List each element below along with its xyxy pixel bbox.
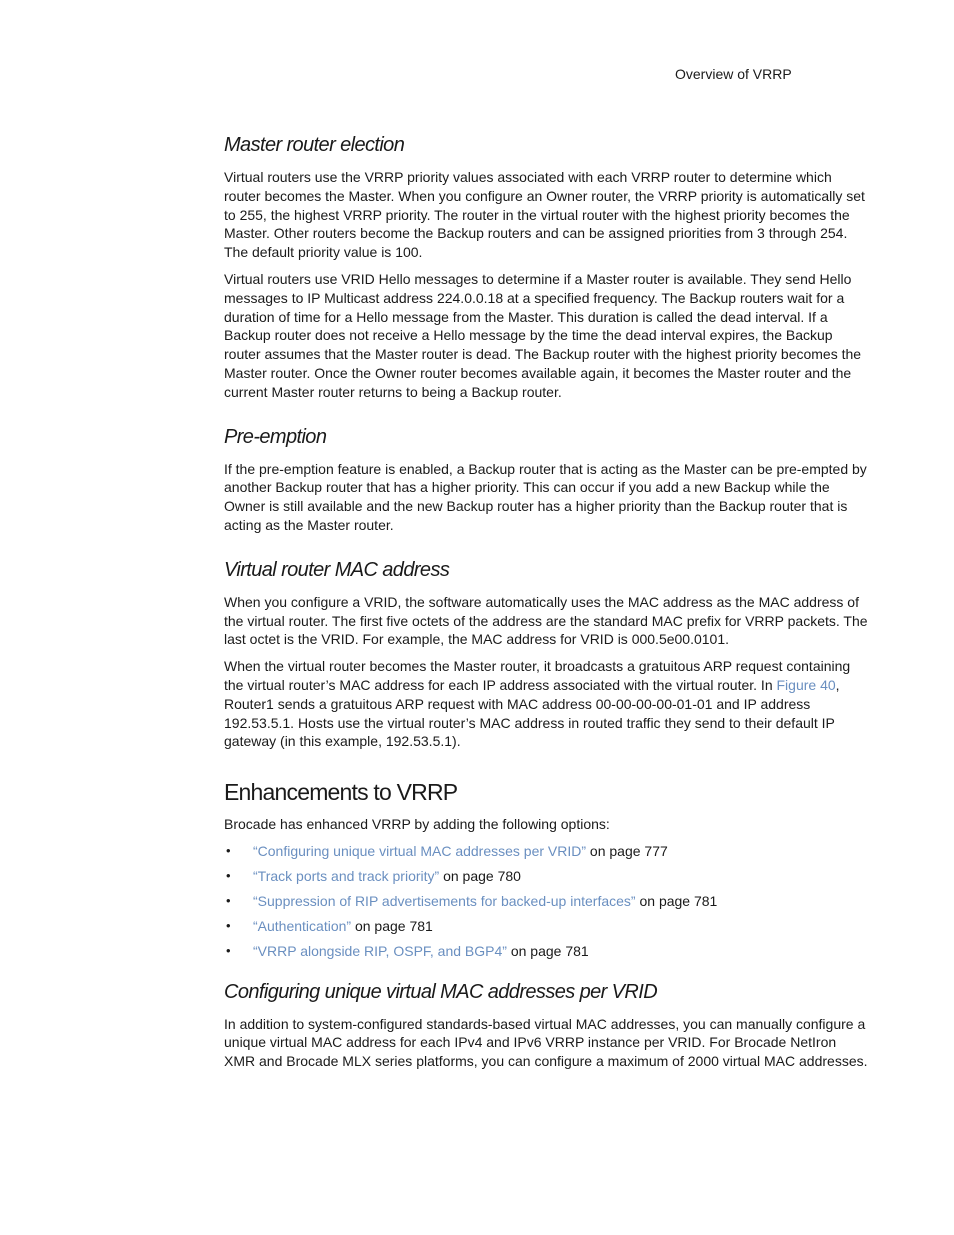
paragraph: In addition to system-configured standards-based virtual MAC addresses, you can manually configure a unique virtual MAC address for each IPv4 and IPv6 VRRP instance per VRID. For Brocade NetIron XMR and Brocade MLX series platforms, you can configure a maximum of 2000 virtual MAC addresses. — [224, 1015, 868, 1070]
list-item — [224, 917, 870, 936]
list-item — [224, 842, 870, 861]
page-ref: on page 780 — [439, 867, 521, 884]
section-master-router-election — [224, 132, 870, 402]
xref-link[interactable]: “Track ports and track priority” — [253, 867, 440, 884]
section-title-unique-mac: Configuring unique virtual MAC addresses per VRID — [224, 980, 658, 1003]
paragraph-text: , Router1 sends a gratuitous ARP request with MAC address 00-00-00-00-01-01 and IP address 192.53.5.1. Hosts use the virtual router’s MAC address in routed traffic they send to their default IP gateway (in this example, 192.53.5.1). — [224, 676, 840, 750]
list-item — [224, 892, 870, 911]
paragraph: Virtual routers use VRID Hello messages to determine if a Master router is available. They send Hello messages to IP Multicast address 224.0.0.18 at a specified frequency. The Backup routers wait for a duration of time for a Hello message from the Master. This duration is called the dead interval. If a Backup router does not receive a Hello message by the time the dead interval expires, the Backup router assumes that the Master router is dead. The Backup router with the highest priority becomes the Master router. Once the Owner router becomes available again, it becomes the Master router and the current Master router returns to being a Backup router. — [224, 270, 862, 400]
bullet-icon: • — [226, 842, 231, 858]
bullet-icon: • — [226, 917, 231, 933]
section-title-pre-emption: Pre-emption — [224, 425, 327, 448]
xref-link[interactable]: “Configuring unique virtual MAC addresses per VRID” — [253, 842, 587, 859]
list-item — [224, 942, 870, 961]
bullet-icon: • — [226, 942, 231, 958]
page-ref: on page 781 — [351, 917, 433, 934]
paragraph: Brocade has enhanced VRRP by adding the following options: — [224, 816, 610, 833]
paragraph: If the pre-emption feature is enabled, a Backup router that is acting as the Master can be pre-empted by another Backup router that has a higher priority. This can occur if you add a new Backup while the Owner is still available and the new Backup router has a higher priority than the Backup router that is acting as the Master router. — [224, 460, 867, 533]
paragraph: When you configure a VRID, the software automatically uses the MAC address as the MAC address of the virtual router. The first five octets of the address are the standard MAC prefix for VRRP packets. The last octet is the VRID. For example, the MAC address for VRID is 000.5e00.0101. — [224, 593, 868, 648]
chapter-title-enhancements: Enhancements to VRRP — [224, 779, 458, 806]
enhancement-options-list — [224, 842, 870, 961]
paragraph: Virtual routers use the VRRP priority values associated with each VRRP router to determine which router becomes the Master. When you configure an Owner router, the VRRP priority is automatically set to 255, the highest VRRP priority. The router in the virtual router with the highest priority becomes the Master. Other routers become the Backup routers and can be assigned priorities from 3 through 254. The default priority value is 100. — [224, 169, 865, 261]
page-ref: on page 777 — [586, 842, 668, 859]
section-enhancements — [224, 777, 870, 961]
page-ref: on page 781 — [635, 892, 718, 909]
bullet-icon: • — [226, 867, 231, 883]
section-pre-emption — [224, 424, 870, 535]
page-ref: on page 781 — [506, 942, 589, 959]
figure-40-link[interactable]: Figure 40 — [776, 676, 836, 693]
xref-link[interactable]: “Suppression of RIP advertisements for backed-up interfaces” — [253, 892, 636, 909]
page-content — [224, 132, 870, 1079]
section-virtual-router-mac — [224, 557, 870, 751]
paragraph — [224, 657, 870, 751]
xref-link[interactable]: “VRRP alongside RIP, OSPF, and BGP4” — [253, 942, 507, 959]
list-item — [224, 867, 870, 886]
xref-link[interactable]: “Authentication” — [253, 917, 352, 934]
section-unique-virtual-mac — [224, 979, 870, 1071]
section-title-mac-address: Virtual router MAC address — [224, 558, 450, 581]
running-header: Overview of VRRP — [675, 66, 792, 82]
paragraph-text: When the virtual router becomes the Master router, it broadcasts a gratuitous ARP request containing the virtual router’s MAC address for each IP address associated with the virtual router. In — [224, 658, 851, 693]
bullet-icon: • — [226, 892, 231, 908]
section-title-master-election: Master router election — [224, 134, 405, 156]
